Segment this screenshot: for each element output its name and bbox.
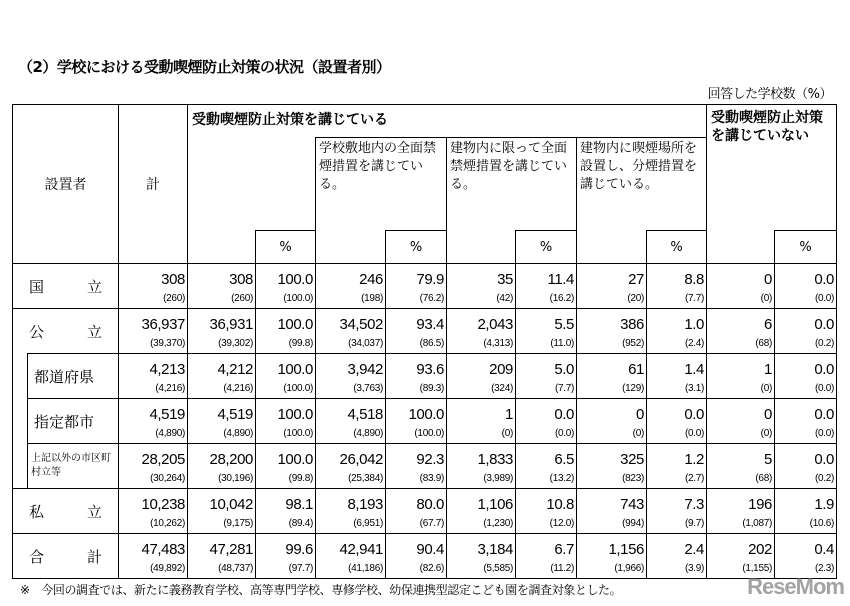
- previous-value: (0): [760, 428, 772, 439]
- data-cell: [119, 489, 188, 534]
- data-cell: [316, 444, 386, 489]
- data-cell: [188, 534, 256, 579]
- current-value: 0.0: [814, 361, 834, 378]
- current-value: 0.0: [814, 451, 834, 468]
- current-value: 6.5: [554, 451, 574, 468]
- current-value: 100.0: [408, 406, 444, 423]
- current-value: 0.0: [814, 271, 834, 288]
- previous-value: (0.0): [814, 383, 834, 394]
- data-cell: [316, 264, 386, 309]
- current-value: 4,519: [217, 406, 253, 423]
- current-value: 28,200: [209, 451, 253, 468]
- current-value: 28,205: [141, 451, 185, 468]
- previous-value: (82.6): [419, 563, 444, 574]
- previous-value: (13.2): [549, 473, 574, 484]
- data-cell: [707, 354, 775, 399]
- previous-value: (0.0): [554, 428, 574, 439]
- previous-value: (48,737): [218, 563, 253, 574]
- data-cell: [647, 309, 707, 354]
- previous-value: (89.3): [419, 383, 444, 394]
- data-cell: [256, 444, 316, 489]
- current-value: 4,212: [217, 361, 253, 378]
- previous-value: (68): [755, 473, 772, 484]
- header-pct: %: [386, 231, 447, 264]
- current-value: 209: [489, 361, 513, 378]
- current-value: 100.0: [277, 316, 313, 333]
- previous-value: (7.7): [684, 293, 704, 304]
- data-cell: [577, 264, 647, 309]
- row-label: 合 計: [13, 534, 119, 579]
- current-value: 0: [764, 271, 772, 288]
- previous-value: (89.4): [288, 518, 313, 529]
- data-cell: [386, 399, 447, 444]
- data-cell: [516, 264, 577, 309]
- data-cell: [447, 489, 516, 534]
- current-value: 7.3: [684, 496, 704, 513]
- current-value: 100.0: [277, 451, 313, 468]
- data-cell: [119, 534, 188, 579]
- data-cell: [707, 399, 775, 444]
- table-row: [13, 444, 837, 489]
- header-campus-ban: 学校敷地内の全面禁煙措置を講じている。: [316, 138, 447, 231]
- previous-value: (49,892): [150, 563, 185, 574]
- data-cell: [775, 489, 837, 534]
- data-cell: [516, 354, 577, 399]
- previous-value: (4,216): [223, 383, 253, 394]
- current-value: 1,833: [477, 451, 513, 468]
- previous-value: (20): [627, 293, 644, 304]
- page-title: （2）学校における受動喫煙防止対策の状況（設置者別）: [18, 58, 391, 76]
- table-body: [13, 264, 837, 579]
- header-not-taking: 受動喫煙防止対策を講じていない: [707, 105, 837, 231]
- current-value: 1,106: [477, 496, 513, 513]
- previous-value: (823): [622, 473, 644, 484]
- data-cell: [707, 309, 775, 354]
- previous-value: (4,216): [155, 383, 185, 394]
- current-value: 1: [764, 361, 772, 378]
- header-setter: 設置者: [13, 105, 119, 264]
- current-value: 2,043: [477, 316, 513, 333]
- previous-value: (0.2): [814, 473, 834, 484]
- current-value: 308: [161, 271, 185, 288]
- previous-value: (9.7): [684, 518, 704, 529]
- data-cell: [577, 444, 647, 489]
- current-value: 6: [764, 316, 772, 333]
- current-value: 36,931: [209, 316, 253, 333]
- current-value: 4,519: [149, 406, 185, 423]
- current-value: 4,518: [347, 406, 383, 423]
- data-cell: [119, 354, 188, 399]
- data-cell: [447, 444, 516, 489]
- previous-value: (39,370): [150, 338, 185, 349]
- current-value: 1.2: [684, 451, 704, 468]
- indent-cell: [13, 354, 28, 489]
- data-cell: [386, 489, 447, 534]
- current-value: 1.0: [684, 316, 704, 333]
- row-label: 公 立: [13, 309, 119, 354]
- current-value: 4,213: [149, 361, 185, 378]
- previous-value: (42): [496, 293, 513, 304]
- current-value: 99.6: [285, 541, 313, 558]
- previous-value: (3,989): [483, 473, 513, 484]
- data-cell: [316, 534, 386, 579]
- data-cell: [577, 534, 647, 579]
- data-cell: [707, 489, 775, 534]
- data-cell: [188, 264, 256, 309]
- current-value: 80.0: [416, 496, 444, 513]
- previous-value: (324): [491, 383, 513, 394]
- footnote: ※ 今回の調査では、新たに義務教育学校、高等専門学校、専修学校、幼保連携型認定こども園を調査対象とした。: [20, 583, 622, 597]
- previous-value: (2.7): [684, 473, 704, 484]
- data-cell: [516, 534, 577, 579]
- data-cell: [647, 354, 707, 399]
- data-cell: [119, 264, 188, 309]
- current-value: 10,042: [209, 496, 253, 513]
- current-value: 0.0: [814, 316, 834, 333]
- data-cell: [256, 534, 316, 579]
- data-cell: [577, 309, 647, 354]
- current-value: 3,184: [477, 541, 513, 558]
- data-cell: [447, 264, 516, 309]
- data-cell: [256, 309, 316, 354]
- data-cell: [775, 444, 837, 489]
- previous-value: (198): [361, 293, 383, 304]
- current-value: 98.1: [285, 496, 313, 513]
- previous-value: (4,890): [223, 428, 253, 439]
- data-cell: [647, 444, 707, 489]
- header-pct: %: [647, 231, 707, 264]
- previous-value: (68): [755, 338, 772, 349]
- data-cell: [447, 534, 516, 579]
- previous-value: (0.0): [814, 293, 834, 304]
- table-row: [13, 309, 837, 354]
- previous-value: (100.0): [414, 428, 444, 439]
- row-label: 指定都市: [28, 399, 119, 444]
- data-cell: [577, 354, 647, 399]
- previous-value: (12.0): [549, 518, 574, 529]
- data-cell: [447, 309, 516, 354]
- current-value: 1.9: [814, 496, 834, 513]
- previous-value: (0): [760, 383, 772, 394]
- header-blank: [188, 231, 256, 264]
- current-value: 2.4: [684, 541, 704, 558]
- current-value: 0.4: [814, 541, 834, 558]
- table-row: [13, 354, 837, 399]
- data-cell: [647, 264, 707, 309]
- current-value: 90.4: [416, 541, 444, 558]
- previous-value: (39,302): [218, 338, 253, 349]
- previous-value: (3,763): [353, 383, 383, 394]
- current-value: 5.5: [554, 316, 574, 333]
- row-label: 私 立: [13, 489, 119, 534]
- data-cell: [316, 309, 386, 354]
- data-cell: [316, 399, 386, 444]
- current-value: 0: [764, 406, 772, 423]
- previous-value: (99.8): [288, 338, 313, 349]
- data-cell: [188, 309, 256, 354]
- current-value: 325: [620, 451, 644, 468]
- header-separate: 建物内に喫煙場所を設置し、分煙措置を講じている。: [577, 138, 707, 231]
- previous-value: (0): [501, 428, 513, 439]
- previous-value: (5,585): [483, 563, 513, 574]
- previous-value: (260): [163, 293, 185, 304]
- previous-value: (7.7): [554, 383, 574, 394]
- current-value: 42,941: [339, 541, 383, 558]
- previous-value: (129): [622, 383, 644, 394]
- data-cell: [119, 444, 188, 489]
- data-cell: [256, 489, 316, 534]
- current-value: 6.7: [554, 541, 574, 558]
- data-cell: [775, 534, 837, 579]
- row-label: 都道府県: [28, 354, 119, 399]
- previous-value: (260): [231, 293, 253, 304]
- row-label: 国 立: [13, 264, 119, 309]
- current-value: 8.8: [684, 271, 704, 288]
- table-row: [13, 399, 837, 444]
- current-value: 11.4: [547, 271, 574, 288]
- previous-value: (11.0): [550, 338, 574, 349]
- current-value: 92.3: [416, 451, 444, 468]
- previous-value: (34,037): [348, 338, 383, 349]
- previous-value: (1,230): [483, 518, 513, 529]
- current-value: 100.0: [277, 361, 313, 378]
- current-value: 35: [497, 271, 513, 288]
- data-cell: [386, 354, 447, 399]
- data-cell: [647, 489, 707, 534]
- unit-note: 回答した学校数（%）: [707, 87, 832, 102]
- header-blank: [447, 231, 516, 264]
- header-blank: [577, 231, 647, 264]
- current-value: 10,238: [141, 496, 185, 513]
- previous-value: (3.9): [684, 563, 704, 574]
- data-cell: [775, 399, 837, 444]
- data-cell: [386, 264, 447, 309]
- data-cell: [775, 309, 837, 354]
- data-cell: [447, 354, 516, 399]
- data-cell: [316, 354, 386, 399]
- watermark-logo: ReseMom: [747, 574, 844, 599]
- current-value: 386: [620, 316, 644, 333]
- current-value: 61: [628, 361, 644, 378]
- header-blank: [188, 138, 316, 231]
- data-cell: [577, 489, 647, 534]
- current-value: 0.0: [554, 406, 574, 423]
- current-value: 93.4: [416, 316, 444, 333]
- data-cell: [256, 354, 316, 399]
- previous-value: (10,262): [150, 518, 185, 529]
- current-value: 34,502: [339, 316, 383, 333]
- data-cell: [647, 534, 707, 579]
- previous-value: (0): [760, 293, 772, 304]
- row-label: 上記以外の市区町村立等: [28, 444, 119, 489]
- previous-value: (97.7): [288, 563, 313, 574]
- previous-value: (100.0): [283, 293, 313, 304]
- header-total: 計: [119, 105, 188, 264]
- data-cell: [516, 489, 577, 534]
- previous-value: (16.2): [549, 293, 574, 304]
- current-value: 47,483: [141, 541, 185, 558]
- current-value: 5: [764, 451, 772, 468]
- data-cell: [775, 354, 837, 399]
- data-cell: [775, 264, 837, 309]
- current-value: 202: [748, 541, 772, 558]
- data-cell: [119, 309, 188, 354]
- current-value: 26,042: [339, 451, 383, 468]
- previous-value: (4,890): [353, 428, 383, 439]
- previous-value: (100.0): [283, 428, 313, 439]
- previous-value: (10.6): [809, 518, 834, 529]
- current-value: 36,937: [141, 316, 185, 333]
- current-value: 1.4: [684, 361, 704, 378]
- data-cell: [188, 489, 256, 534]
- header-taking-measures: 受動喫煙防止対策を講じている: [188, 105, 707, 138]
- data-cell: [188, 444, 256, 489]
- smoking-measures-table: [12, 104, 837, 579]
- previous-value: (0.2): [814, 338, 834, 349]
- previous-value: (1,966): [614, 563, 644, 574]
- previous-value: (0): [632, 428, 644, 439]
- previous-value: (4,313): [483, 338, 513, 349]
- data-cell: [119, 399, 188, 444]
- data-cell: [256, 264, 316, 309]
- data-cell: [707, 444, 775, 489]
- current-value: 0: [636, 406, 644, 423]
- header-building-ban: 建物内に限って全面禁煙措置を講じている。: [447, 138, 577, 231]
- data-cell: [256, 399, 316, 444]
- data-cell: [447, 399, 516, 444]
- current-value: 3,942: [347, 361, 383, 378]
- previous-value: (994): [622, 518, 644, 529]
- previous-value: (11.2): [550, 563, 574, 574]
- current-value: 308: [229, 271, 253, 288]
- data-cell: [577, 399, 647, 444]
- table-row: [13, 264, 837, 309]
- data-cell: [516, 399, 577, 444]
- previous-value: (4,890): [155, 428, 185, 439]
- current-value: 246: [359, 271, 383, 288]
- data-cell: [516, 444, 577, 489]
- previous-value: (6,951): [353, 518, 383, 529]
- current-value: 743: [620, 496, 644, 513]
- current-value: 47,281: [209, 541, 253, 558]
- previous-value: (100.0): [283, 383, 313, 394]
- current-value: 100.0: [277, 271, 313, 288]
- current-value: 196: [748, 496, 772, 513]
- header-blank: [707, 231, 775, 264]
- previous-value: (2.3): [814, 563, 834, 574]
- data-cell: [316, 489, 386, 534]
- current-value: 0.0: [684, 406, 704, 423]
- previous-value: (952): [622, 338, 644, 349]
- header-blank: [316, 231, 386, 264]
- current-value: 1,156: [608, 541, 644, 558]
- current-value: 100.0: [277, 406, 313, 423]
- current-value: 1: [505, 406, 513, 423]
- current-value: 27: [628, 271, 644, 288]
- header-pct: %: [516, 231, 577, 264]
- header-pct: %: [775, 231, 837, 264]
- current-value: 79.9: [416, 271, 444, 288]
- previous-value: (1,087): [742, 518, 772, 529]
- header-pct: %: [256, 231, 316, 264]
- data-cell: [516, 309, 577, 354]
- previous-value: (76.2): [419, 293, 444, 304]
- data-cell: [188, 354, 256, 399]
- current-value: 5.0: [554, 361, 574, 378]
- current-value: 0.0: [814, 406, 834, 423]
- data-cell: [188, 399, 256, 444]
- previous-value: (0.0): [814, 428, 834, 439]
- table-row: [13, 534, 837, 579]
- data-cell: [386, 444, 447, 489]
- data-cell: [386, 309, 447, 354]
- data-cell: [707, 264, 775, 309]
- previous-value: (99.8): [288, 473, 313, 484]
- table-row: [13, 489, 837, 534]
- data-cell: [647, 399, 707, 444]
- previous-value: (9,175): [223, 518, 253, 529]
- data-cell: [707, 534, 775, 579]
- previous-value: (30,264): [150, 473, 185, 484]
- previous-value: (1,155): [742, 563, 772, 574]
- previous-value: (30,196): [218, 473, 253, 484]
- current-value: 10.8: [546, 496, 574, 513]
- previous-value: (83.9): [419, 473, 444, 484]
- current-value: 93.6: [416, 361, 444, 378]
- previous-value: (41,186): [348, 563, 383, 574]
- previous-value: (67.7): [419, 518, 444, 529]
- previous-value: (2.4): [684, 338, 704, 349]
- current-value: 8,193: [347, 496, 383, 513]
- previous-value: (3.1): [684, 383, 704, 394]
- data-cell: [386, 534, 447, 579]
- previous-value: (25,384): [348, 473, 383, 484]
- previous-value: (86.5): [419, 338, 444, 349]
- previous-value: (0.0): [684, 428, 704, 439]
